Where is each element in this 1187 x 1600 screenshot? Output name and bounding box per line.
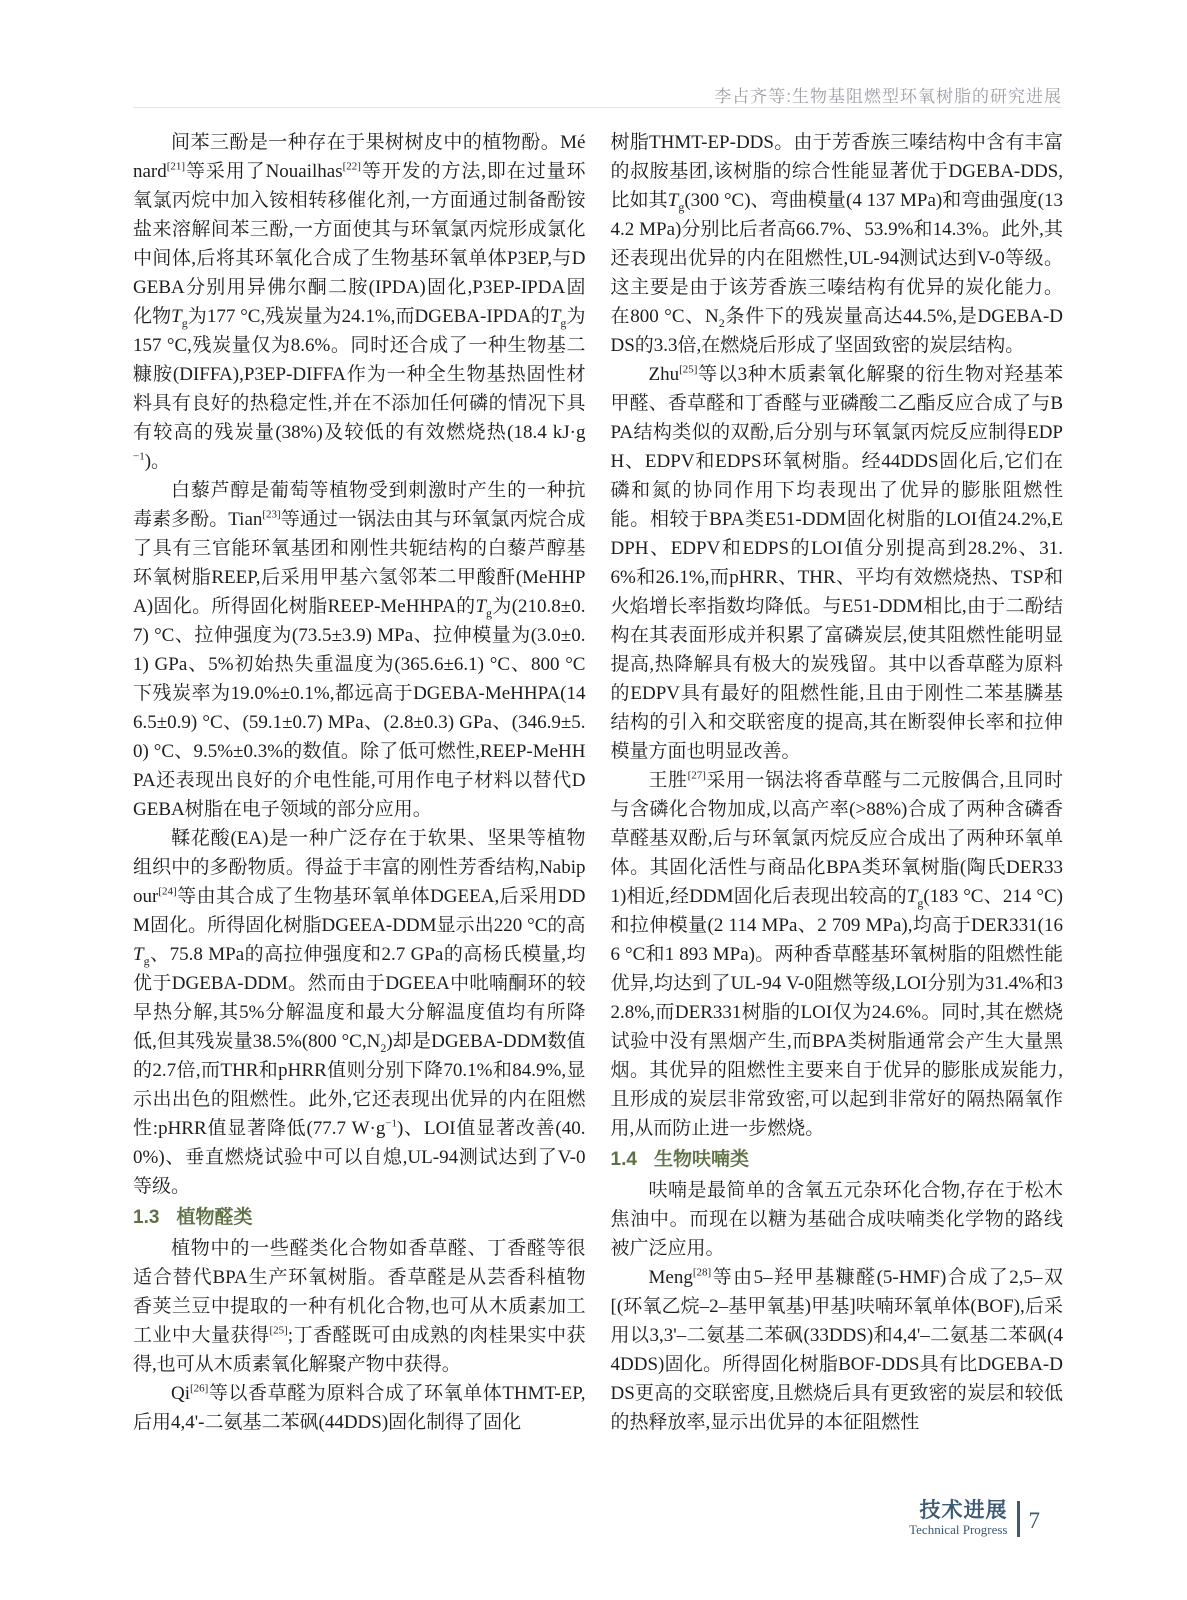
footer-section-cn: 技术进展: [919, 1499, 1008, 1522]
footer-section-label: [909, 1500, 1007, 1537]
paragraph: Meng[28]等由5–羟甲基糠醛(5-HMF)合成了2,5–双[(环氧乙烷–2–基甲氧基)甲基]呋喃环氧单体(BOF),后采用以3,3'–二氨基二苯砜(33DDS)和4,4'–二氨基二苯砜(44DDS)固化。所得固化树脂BOF-DDS具有比DGEBA-DDS更高的交联密度,且燃烧后具有更致密的炭层和较低的热释放率,显示出优异的本征阻燃性: [610, 1266, 1063, 1433]
paragraph: Qi[26]等以香草醛为原料合成了环氧单体THMT-EP,后用4,4'-二氨基二苯砜(44DDS)固化制得了固化: [133, 1382, 586, 1433]
section-heading: [611, 1145, 1064, 1174]
page-number: 7: [1028, 1507, 1040, 1533]
page-footer: [909, 1500, 1040, 1537]
section-heading: [133, 1203, 586, 1232]
paragraph: 树脂THMT-EP-DDS。由于芳香族三嗪结构中含有丰富的叔胺基团,该树脂的综合性能显著优于DGEBA-DDS,比如其$T_g(300$ °C)、弯曲模量(4 137 MPa)和弯曲强度(134.2 MPa)分别比后者高66.7%、53.9%和14.3%。此外,其还表现出优异的内在阻燃性,UL-94测试达到V-0等级。这主要是由于该芳香族三嗪结构有优异的炭化能力。在800 °C、$N_2$条件下的残炭量高达44.5%,是DGEBA-DDS的3.3倍,在燃烧后形成了坚固致密的炭层结构。: [610, 132, 1063, 356]
two-column-body: [133, 128, 1063, 1437]
section-number: 1.4: [610, 1149, 637, 1170]
paragraph: 白藜芦醇是葡萄等植物受到刺激时产生的一种抗毒素多酚。Tian[23]等通过一锅法由其与环氧氯丙烷合成了具有三官能环氧基团和刚性共轭结构的白藜芦醇基环氧树脂REEP,后采用甲基六氢邻苯二甲酸酐(MeHHPA)固化。所得固化树脂REEP-MeHHPA的$T_g$为(210.8±0.7) °C、拉伸强度为(73.5±3.9) MPa、拉伸模量为(3.0±0.1) GPa、5%初始热失重温度为(365.6±6.1) °C、800 °C下残炭率为19.0%±0.1%,都远高于DGEBA-MeHHPA(146.5±0.9) °C、(59.1±0.7) MPa、(2.8±0.3) GPa、(346.9±5.0) °C、9.5%±0.3%的数值。除了低可燃性,REEP-MeHHPA还表现出良好的介电性能,可用作电子材料以替代DGEBA树脂在电子领域的部分应用。: [133, 480, 586, 820]
section-title: 植物醛类: [176, 1207, 253, 1228]
paragraph: 呋喃是最简单的含氧五元杂环化合物,存在于松木焦油中。而现在以糖为基础合成呋喃类化学物的路线被广泛应用。: [610, 1180, 1063, 1259]
section-title: 生物呋喃类: [654, 1149, 750, 1170]
left-column: [133, 128, 586, 1437]
footer-section-en: Technical Progress: [909, 1522, 1008, 1537]
paragraph: 鞣花酸(EA)是一种广泛存在于软果、坚果等植物组织中的多酚物质。得益于丰富的刚性芳香结构,Nabipour[24]等由其合成了生物基环氧单体DGEEA,后采用DDM固化。所得固化树脂DGEEA-DDM显示出220 °C的高$T_g$、75.8 MPa的高拉伸强度和2.7 GPa的高杨氏模量,均优于DGEBA-DDM。然而由于DGEEA中吡喃酮环的较早热分解,其5%分解温度和最大分解温度值均有所降低,但其残炭量38.5%(800 $^\circ C,N_2$)却是DGEBA-DDM数值的2.7倍,而THR和pHRR值则分别下降70.1%和84.9%,显示出出色的阻燃性。此外,它还表现出优异的内在阻燃性:pHRR值显著降低(77.7 $W\cdot g^{-1}$)、LOI值显著改善(40.0%)、垂直燃烧试验中可以自熄,UL-94测试达到了V-0等级。: [133, 828, 586, 1197]
paragraph: 间苯三酚是一种存在于果树树皮中的植物酚。Ménard[21]等采用了Nouailhas[22]等开发的方法,即在过量环氧氯丙烷中加入铵相转移催化剂,一方面通过制备酚铵盐来溶解间苯三酚,一方面使其与环氧氯丙烷形成氯化中间体,后将其环氧化合成了生物基环氧单体P3EP,与DGEBA分别用异佛尔酮二胺(IPDA)固化,P3EP-IPDA固化物$T_g$为177 °C,残炭量为24.1%,而DGEBA-IPDA的$T_g$为157 °C,残炭量仅为8.6%。同时还合成了一种生物基二糠胺(DIFFA),P3EP-DIFFA作为一种全生物基热固性材料具有良好的热稳定性,并在不添加任何磷的情况下具有较高的残炭量(38%)及较低的有效燃烧热(18.4 $kJ\cdot g^{-1}$)。: [133, 132, 586, 472]
section-number: 1.3: [133, 1207, 160, 1228]
footer-divider-bar: [1017, 1501, 1020, 1537]
paragraph: 王胜[27]采用一锅法将香草醛与二元胺偶合,且同时与含磷化合物加成,以高产率(>88%)合成了两种含磷香草醛基双酚,后与环氧氯丙烷反应合成出了两种环氧单体。其固化活性与商品化BPA类环氧树脂(陶氏DER331)相近,经DDM固化后表现出较高的$T_g(183$ °C、214 °C)和拉伸模量(2 114 MPa、2 709 MPa),均高于DER331(166 °C和1 893 MPa)。两种香草醛基环氧树脂的阻燃性能优异,均达到了UL-94 V-0阻燃等级,LOI分别为31.4%和32.8%,而DER331树脂的LOI仅为24.6%。同时,其在燃烧试验中没有黑烟产生,而BPA类树脂通常会产生大量黑烟。其优异的阻燃性主要来自于优异的膨胀成炭能力,且形成的炭层非常致密,可以起到非常好的隔热隔氧作用,从而防止进一步燃烧。: [610, 769, 1063, 1139]
header-rule: [133, 107, 1062, 108]
running-head-title: 李占齐等:生物基阻燃型环氧树脂的研究进展: [714, 87, 1062, 106]
paragraph: 植物中的一些醛类化合物如香草醛、丁香醛等很适合替代BPA生产环氧树脂。香草醛是从芸香科植物香荚兰豆中提取的一种有机化合物,也可从木质素加工工业中大量获得[25];丁香醛既可由成熟的肉桂果实中获得,也可从木质素氧化解聚产物中获得。: [133, 1238, 586, 1375]
right-column: [611, 128, 1064, 1437]
paragraph: Zhu[25]等以3种木质素氧化解聚的衍生物对羟基苯甲醛、香草醛和丁香醛与亚磷酸二乙酯反应合成了与BPA结构类似的双酚,后分别与环氧氯丙烷反应制得EDPH、EDPV和EDPS环氧树脂。经44DDS固化后,它们在磷和氮的协同作用下均表现出了优异的膨胀阻燃性能。相较于BPA类E51-DDM固化树脂的LOI值24.2%,EDPH、EDPV和EDPS的LOI值分别提高到28.2%、31.6%和26.1%,而pHRR、THR、平均有效燃烧热、TSP和火焰增长率指数均降低。与E51-DDM相比,由于二酚结构在其表面形成并积累了富磷炭层,使其阻燃性能明显提高,热降解具有极大的炭残留。其中以香草醛为原料的EDPV具有最好的阻燃性能,且由于刚性二苯基膦基结构的引入和交联密度的提高,其在断裂伸长率和拉伸模量方面也明显改善。: [610, 363, 1063, 762]
